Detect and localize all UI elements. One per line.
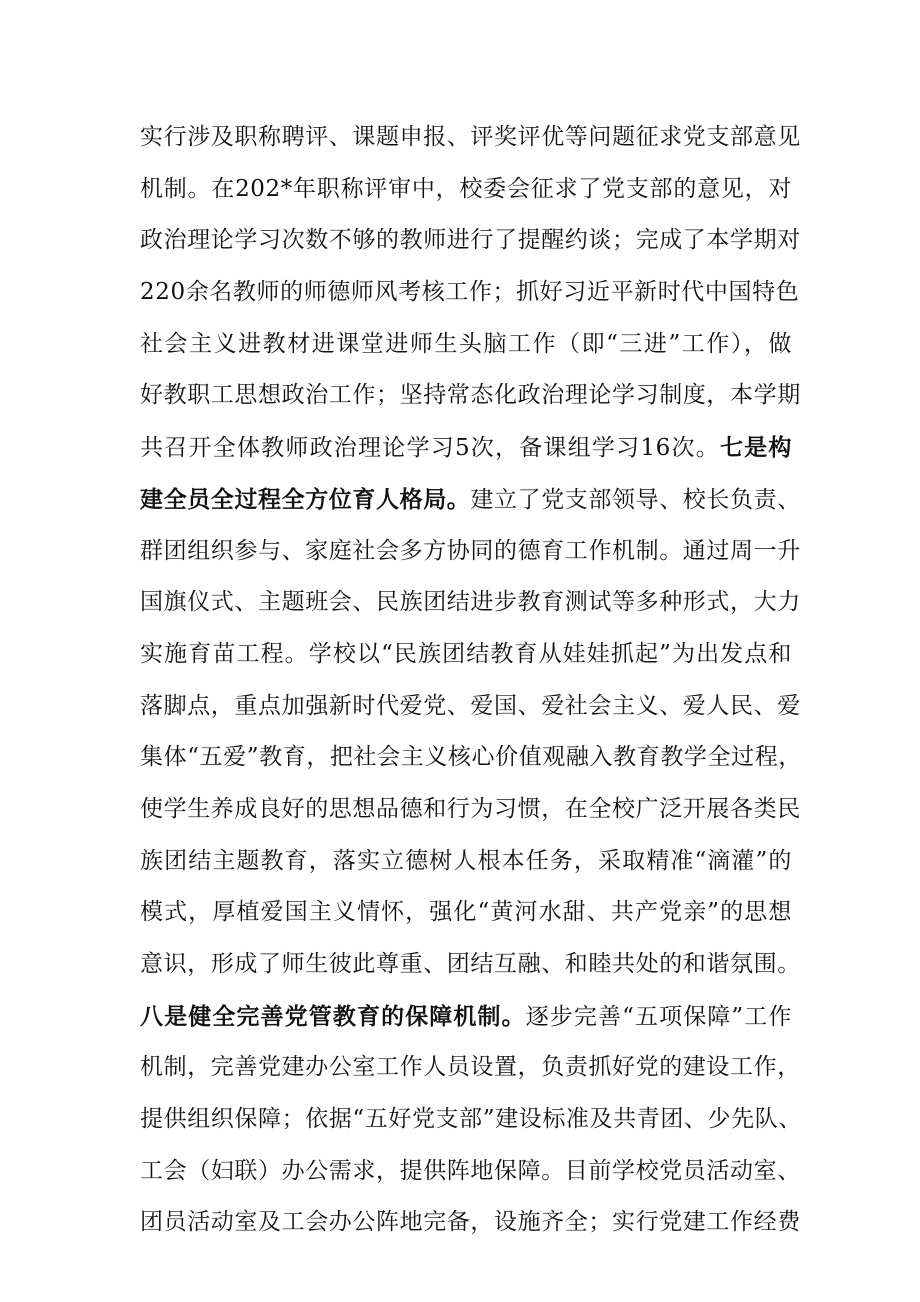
text-line-8: 建全员全过程全方位育人格局。建立了党支部领导、校长负责、 — [140, 485, 801, 513]
text-line-14: 使学生养成良好的思想品德和行为习惯，在全校广泛开展各类民 — [140, 795, 801, 822]
text-line-9: 群团组织参与、家庭社会多方协同的德育工作机制。通过周一升 — [140, 537, 801, 564]
text-line-12: 落脚点，重点加强新时代爱党、爱国、爱社会主义、爱人民、爱 — [140, 692, 801, 719]
text-line-18: 八是健全完善党管教育的保障机制。逐步完善“五项保障”工作 — [140, 1002, 792, 1030]
text-line-17: 意识，形成了师生彼此尊重、团结互融、和睦共处的和谐氛围。 — [140, 951, 801, 977]
section-heading-7-end: 建全员全过程全方位育人格局。 — [140, 485, 471, 513]
text-line-2: 机制。在202*年职称评审中，校委会征求了党支部的意见，对 — [140, 175, 792, 202]
text-line-20: 提供组织保障；依据“五好党支部”建设标准及共青团、少先队、 — [140, 1106, 802, 1133]
text-line-16: 模式，厚植爱国主义情怀，强化“黄河水甜、共产党亲”的思想 — [140, 899, 792, 926]
text-line-11: 实施育苗工程。学校以“民族团结教育从娃娃抓起”为出发点和 — [140, 640, 792, 667]
text-line-7: 共召开全体教师政治理论学习5次，备课组学习16次。七是构 — [140, 434, 792, 462]
text-line-6: 好教职工思想政治工作；坚持常态化政治理论学习制度，本学期 — [140, 382, 801, 409]
text-line-19: 机制，完善党建办公室工作人员设置，负责抓好党的建设工作， — [140, 1054, 801, 1081]
text-line-13: 集体“五爱”教育，把社会主义核心价值观融入教育教学全过程， — [140, 744, 802, 771]
text-line-15: 族团结主题教育，落实立德树人根本任务，采取精准“滴灌”的 — [140, 847, 792, 874]
section-heading-7-start: 七是构 — [719, 434, 792, 462]
text-line-4: 220余名教师的师德师风考核工作；抓好习近平新时代中国特色 — [140, 279, 800, 306]
section-heading-8: 八是健全完善党管教育的保障机制。 — [140, 1002, 526, 1030]
text-line-3: 政治理论学习次数不够的教师进行了提醒约谈；完成了本学期对 — [140, 227, 801, 254]
body-text — [140, 112, 802, 1249]
text-line-10: 国旗仪式、主题班会、民族团结进步教育测试等多种形式，大力 — [140, 589, 801, 616]
text-line-22: 团员活动室及工会办公阵地完备，设施齐全；实行党建工作经费 — [140, 1209, 801, 1236]
text-line-5: 社会主义进教材进课堂进师生头脑工作（即“三进”工作），做 — [140, 330, 792, 357]
text-line-1: 实行涉及职称聘评、课题申报、评奖评优等问题征求党支部意见 — [140, 124, 801, 150]
text-line-21: 工会（妇联）办公需求，提供阵地保障。目前学校党员活动室、 — [140, 1157, 801, 1184]
